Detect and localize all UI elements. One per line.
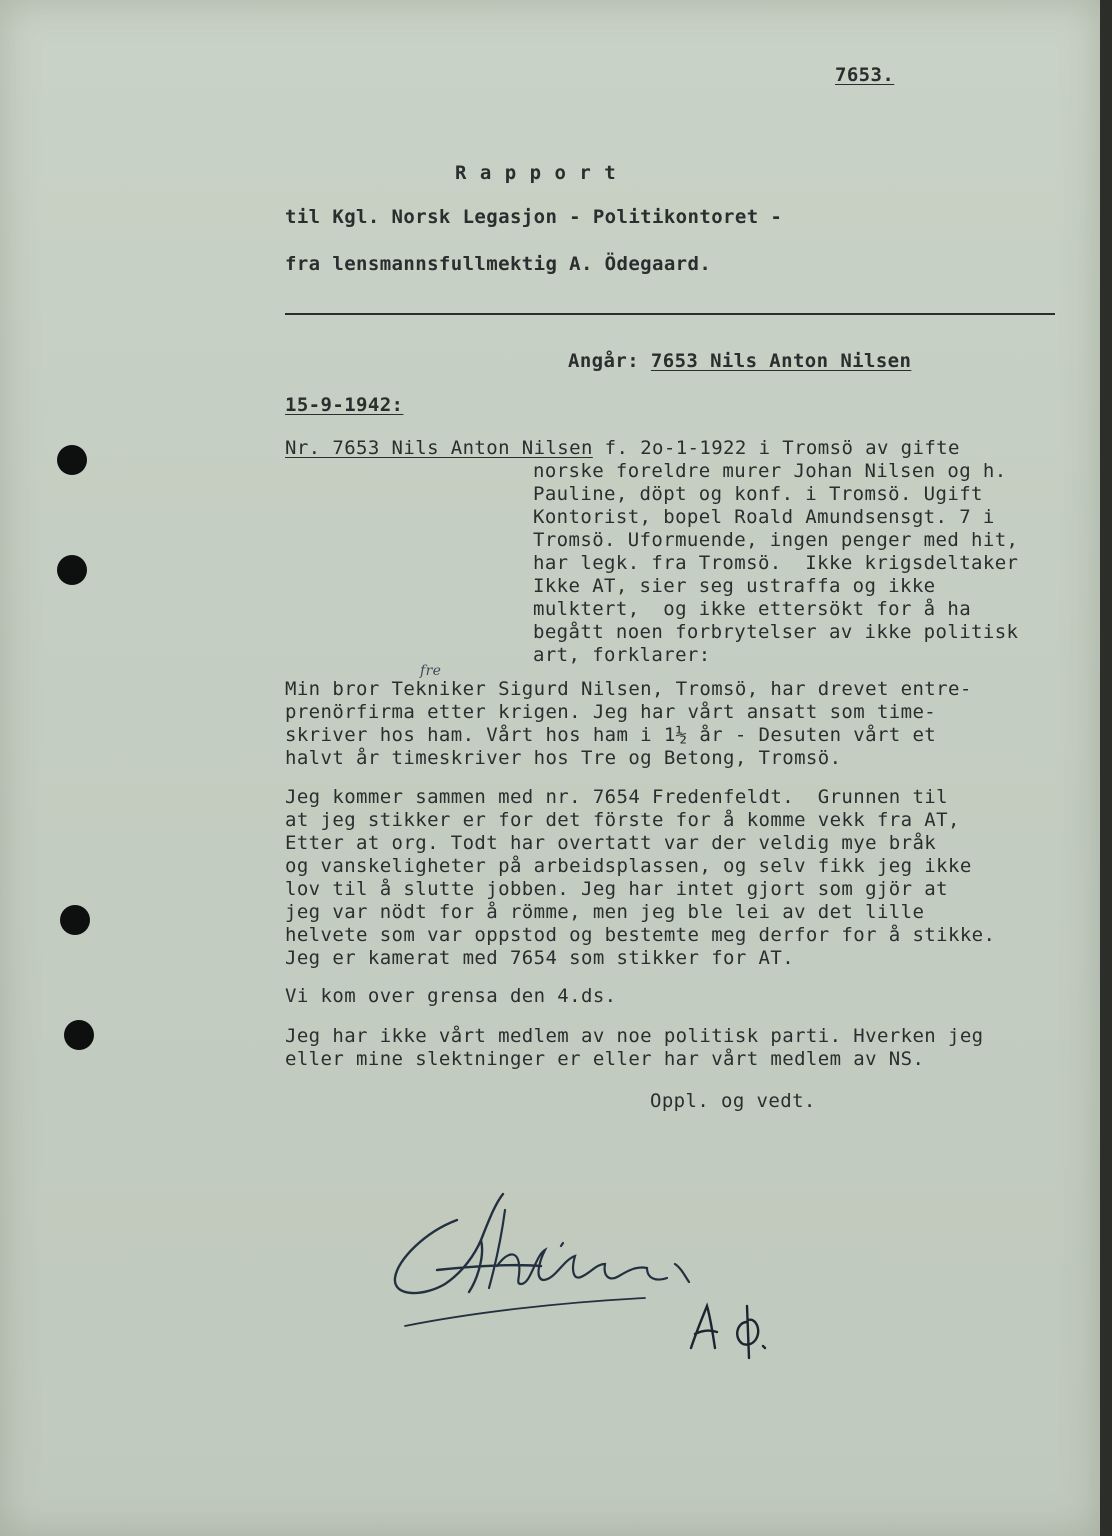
punch-hole — [57, 555, 87, 585]
statement-line: skriver hos ham. Vårt hos ham i 1½ år - Desuten vårt et — [285, 724, 937, 746]
intro-lead: Nr. 7653 Nils Anton Nilsen — [285, 437, 593, 459]
document-number: 7653. — [835, 64, 895, 86]
sender-line: fra lensmannsfullmektig A. Ödegaard. — [285, 253, 712, 275]
intro-line: Kontorist, bopel Roald Amundsensgt. 7 i — [533, 506, 995, 528]
intro-line: Pauline, döpt og konf. i Tromsö. Ugift — [533, 483, 983, 505]
subject-line — [568, 350, 911, 373]
subject-value: 7653 Nils Anton Nilsen — [650, 350, 912, 372]
intro-line-text: f. 2o-1-1922 i Tromsö av gifte — [604, 437, 960, 459]
intro-line: norske foreldre murer Johan Nilsen og h. — [533, 460, 1007, 482]
header-divider — [285, 313, 1055, 315]
handwritten-insert: fre — [420, 663, 442, 679]
statement-line: jeg var nödt for å römme, men jeg ble lei av det lille — [285, 901, 925, 923]
intro-line: har legk. fra Tromsö. Ikke krigsdeltaker — [533, 552, 1019, 574]
initials — [685, 1300, 785, 1360]
subject-label: Angår: — [568, 350, 640, 372]
recipient-line: til Kgl. Norsk Legasjon - Politikontoret - — [285, 206, 783, 228]
intro-line: mulktert, og ikke ettersökt for å ha — [533, 598, 972, 620]
statement-line: Jeg er kamerat med 7654 som stikker for AT. — [285, 947, 795, 969]
statement-line: prenörfirma etter krigen. Jeg har vårt ansatt som time- — [285, 701, 937, 723]
punch-hole — [57, 445, 87, 475]
statement-line: Jeg har ikke vårt medlem av noe politisk parti. Hverken jeg — [285, 1025, 984, 1047]
scan-edge — [1100, 0, 1112, 1536]
statement-line: eller mine slektninger er eller har vårt medlem av NS. — [285, 1048, 925, 1070]
punch-hole — [64, 1020, 94, 1050]
punch-hole — [60, 905, 90, 935]
closing-note: Oppl. og vedt. — [650, 1090, 816, 1112]
statement-line: Jeg kommer sammen med nr. 7654 Fredenfeldt. Grunnen til — [285, 786, 948, 808]
statement-line: halvt år timeskriver hos Tre og Betong, Tromsö. — [285, 747, 842, 769]
intro-line: Tromsö. Uformuende, ingen penger med hit, — [533, 529, 1019, 551]
intro-line: begått noen forbrytelser av ikke politisk — [533, 621, 1019, 643]
report-title: R a p p o r t — [455, 162, 617, 184]
signature — [385, 1180, 715, 1330]
statement-line: lov til å slutte jobben. Jeg har intet gjort som gjör at — [285, 878, 948, 900]
intro-line — [285, 437, 960, 460]
statement-line: og vanskeligheter på arbeidsplassen, og selv fikk jeg ikke — [285, 855, 972, 877]
report-date: 15-9-1942: — [285, 394, 404, 416]
statement-line: at jeg stikker er for det förste for å komme vekk fra AT, — [285, 809, 960, 831]
statement-line: Etter at org. Todt har overtatt var der veldig mye bråk — [285, 832, 937, 854]
intro-line: art, forklarer: — [533, 644, 711, 666]
intro-line: Ikke AT, sier seg ustraffa og ikke — [533, 575, 936, 597]
statement-line: Min bror Tekniker Sigurd Nilsen, Tromsö, har drevet entre- — [285, 678, 972, 700]
statement-line: helvete som var oppstod og bestemte meg derfor for å stikke. — [285, 924, 996, 946]
statement-line: Vi kom over grensa den 4.ds. — [285, 985, 617, 1007]
